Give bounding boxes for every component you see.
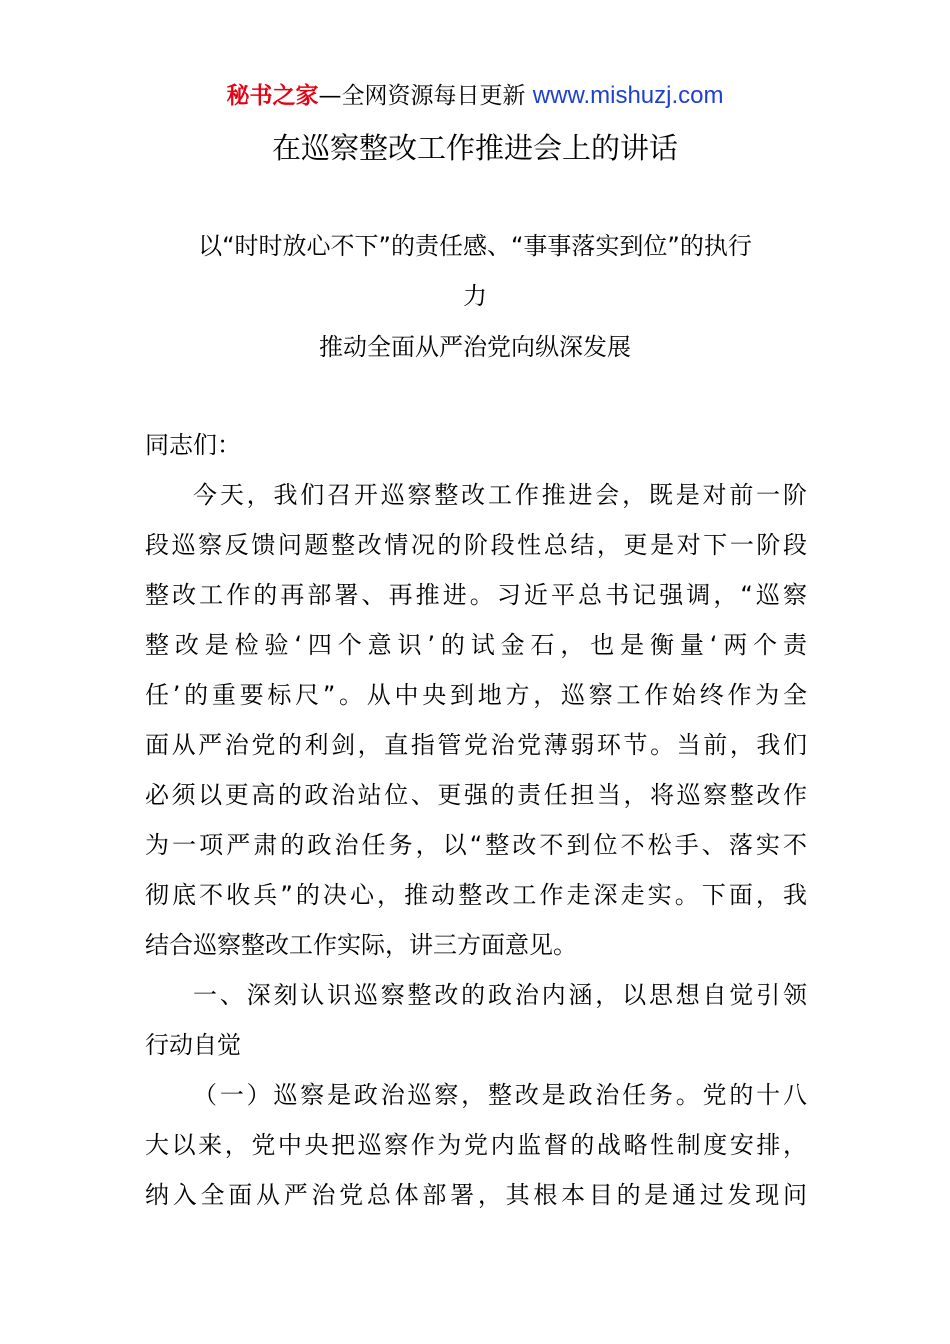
paragraph-line: 任’的重要标尺”。从中央到地方，巡察工作始终作为全	[145, 681, 807, 709]
document-subtitle	[145, 221, 805, 321]
paragraph-line: 今天，我们召开巡察整改工作推进会，既是对前一阶	[193, 481, 807, 509]
paragraph-line: 结合巡察整改工作实际，讲三方面意见。	[145, 931, 577, 959]
paragraph-section-1-1	[145, 1070, 807, 1220]
brand-name: 秘书之家	[226, 83, 319, 109]
section-heading-1	[145, 970, 807, 1070]
paragraph-line: 为一项严肃的政治任务，以“整改不到位不松手、落实不	[145, 831, 807, 859]
paragraph-line: 大以来，党中央把巡察作为党内监督的战略性制度安排，	[145, 1131, 807, 1159]
document-title: 在巡察整改工作推进会上的讲话	[271, 131, 678, 165]
paragraph-line: 整改工作的再部署、再推进。习近平总书记强调，“巡察	[145, 581, 807, 609]
paragraph-line: 整改是检验‘四个意识’的试金石，也是衡量‘两个责	[145, 631, 807, 659]
heading-line: 一、深刻认识巡察整改的政治内涵，以思想自觉引领	[193, 981, 807, 1009]
paragraph-line: （一）巡察是政治巡察，整改是政治任务。党的十八	[193, 1081, 807, 1109]
heading-line: 行动自觉	[145, 1031, 241, 1059]
paragraph-line: 必须以更高的政治站位、更强的责任担当，将巡察整改作	[145, 781, 807, 809]
site-banner	[0, 80, 950, 112]
site-url-link[interactable]: www.mishuzj.com	[532, 82, 724, 109]
document-subtitle-second: 推动全面从严治党向纵深发展	[319, 333, 631, 361]
paragraph-intro	[145, 470, 807, 970]
subtitle-line: 力	[463, 282, 487, 310]
paragraph-line: 段巡察反馈问题整改情况的阶段性总结，更是对下一阶段	[145, 531, 807, 559]
greeting: 同志们：	[145, 431, 241, 459]
paragraph-line: 彻底不收兵”的决心，推动整改工作走深走实。下面，我	[145, 881, 807, 909]
banner-tagline: —全网资源每日更新	[318, 83, 526, 109]
paragraph-line: 面从严治党的利剑，直指管党治党薄弱环节。当前，我们	[145, 731, 807, 759]
subtitle-line: 以“时时放心不下”的责任感、“事事落实到位”的执行	[198, 232, 752, 260]
paragraph-line: 纳入全面从严治党总体部署，其根本目的是通过发现问	[145, 1181, 807, 1209]
